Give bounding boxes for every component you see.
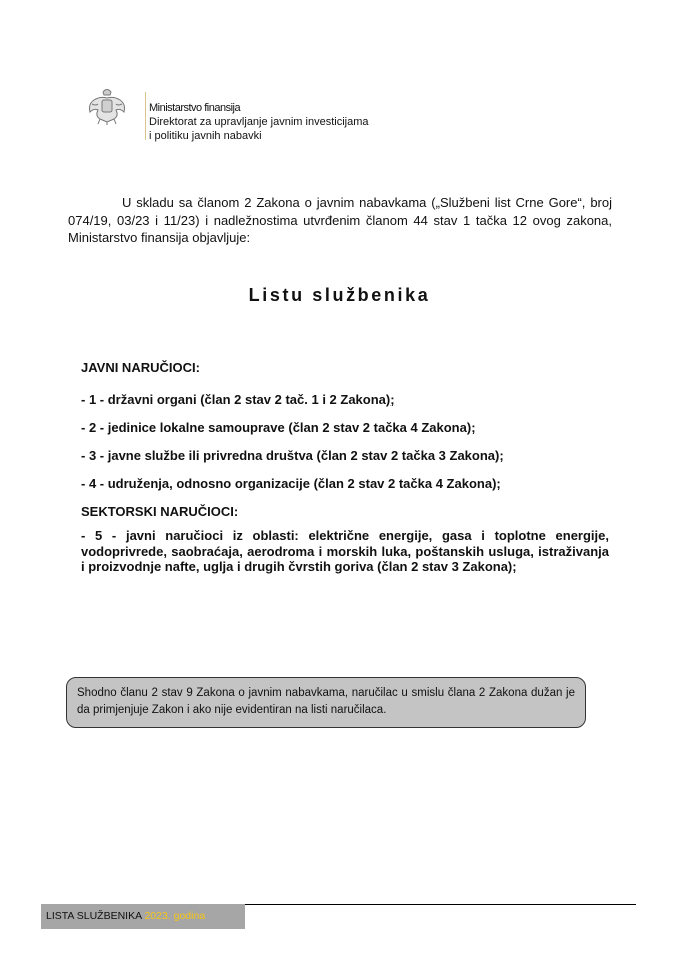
list-item-5: - 5 - javni naručioci iz oblasti: električne energije, gasa i toplotne energije, vodoprivrede, saobraćaja, aerodroma i morskih luka, poštanskih usluga, istraživanja i proizvodnje nafte, uglja i drugih čvrstih goriva (član 2 stav 3 Zakona); (81, 528, 610, 574)
intro-text: U skladu sa članom 2 Zakona o javnim nabavkama („Službeni list Crne Gore“, broj 074/19, 03/23 i 11/23) i nadležnostima utvrđenim članom 44 stav 1 tačka 12 ovog zakona, Ministarstvo finansija objavljuje: (68, 195, 612, 245)
ministry-name: Ministarstvo finansija (149, 102, 241, 114)
coat-of-arms-icon (86, 86, 128, 126)
sector-contractors-heading: SEKTORSKI NARUČIOCI: (81, 504, 239, 519)
list-item-4: - 4 - udruženja, odnosno organizacije (član 2 stav 2 tačka 4 Zakona); (81, 476, 501, 491)
header-divider (145, 92, 146, 140)
note-text: Shodno članu 2 stav 9 Zakona o javnim nabavkama, naručilac u smislu člana 2 Zakona dužan je da primjenjuje Zakon i ako nije evidentiran na listi naručilaca. (77, 687, 575, 716)
directorate-line-1: Direktorat za upravljanje javnim investicijama (149, 116, 369, 128)
footer-rule (245, 904, 636, 905)
note-box (66, 677, 586, 728)
document-title: Listu službenika (248, 285, 431, 305)
footer-title: LISTA SLUŽBENIKA (46, 910, 142, 922)
footer-label (41, 904, 245, 929)
list-item-3: - 3 - javne službe ili privredna društva (član 2 stav 2 tačka 3 Zakona); (81, 448, 504, 463)
footer-year: 2023. godina (144, 910, 206, 922)
public-contractors-heading: JAVNI NARUČIOCI: (81, 360, 200, 375)
intro-paragraph (68, 194, 612, 247)
header-text (149, 101, 368, 143)
directorate-line-2: i politiku javnih nabavki (149, 130, 262, 142)
list-item-2: - 2 - jedinice lokalne samouprave (član 2 stav 2 tačka 4 Zakona); (81, 420, 476, 435)
list-item-1: - 1 - državni organi (član 2 stav 2 tač. 1 i 2 Zakona); (81, 392, 395, 407)
